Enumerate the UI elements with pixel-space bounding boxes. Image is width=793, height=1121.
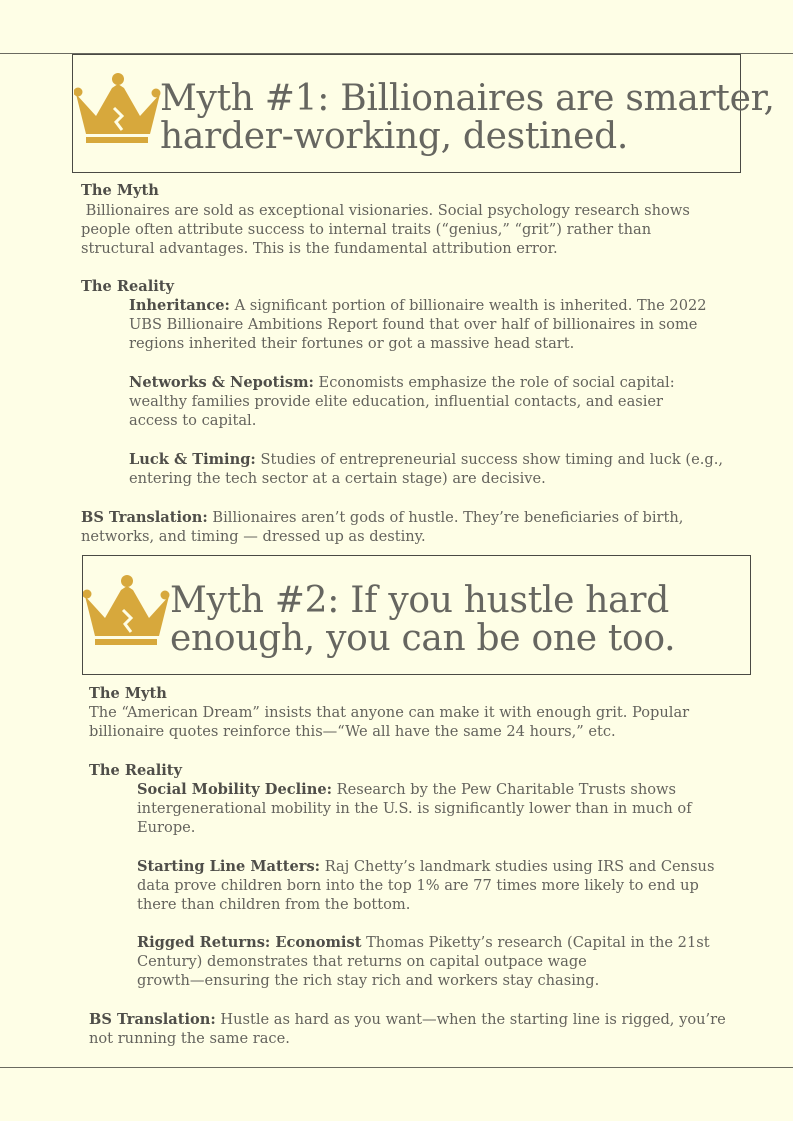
- crown-icon: [83, 574, 171, 646]
- myth-2-point-2-line: there than children from the bottom.: [137, 896, 411, 913]
- myth-2-point-3-line: Century) demonstrates that returns on capital outpace wage: [137, 953, 587, 970]
- myth-2-translation-label: BS Translation:: [89, 1011, 216, 1028]
- myth-2-translation-text: Hustle as hard as you want—when the starting line is rigged, you’re: [215, 1011, 726, 1028]
- myth-2-point-2-line: [137, 857, 714, 876]
- myth-1-point-1-line: regions inherited their fortunes or got a massive head start.: [129, 335, 575, 352]
- myth-2-point-1-line: [137, 780, 676, 799]
- myth-1-point-3-line: [129, 450, 723, 469]
- myth-2-reality-heading: The Reality: [89, 762, 183, 779]
- myth-1-point-1-line: [129, 296, 707, 315]
- myth-1-point-3-line: entering the tech sector at a certain stage) are decisive.: [129, 470, 546, 487]
- myth-1-translation-label: BS Translation:: [81, 509, 208, 526]
- myth-2-point-1-line: intergenerational mobility in the U.S. is significantly lower than in much of: [137, 800, 692, 817]
- myth-2-point-2-label: Starting Line Matters:: [137, 858, 321, 875]
- myth-2-point-2-text: Raj Chetty’s landmark studies using IRS and Census: [320, 858, 715, 875]
- myth-1-reality-heading: The Reality: [81, 278, 175, 295]
- myth-2-title-line-1: Myth #2: If you hustle hard: [170, 580, 669, 621]
- myth-1-point-1-text: A significant portion of billionaire wealth is inherited. The 2022: [229, 297, 707, 314]
- myth-2-point-1-label: Social Mobility Decline:: [137, 781, 333, 798]
- bottom-rule: [0, 1067, 793, 1068]
- myth-1-translation-text: Billionaires aren’t gods of hustle. They’re beneficiaries of birth,: [207, 509, 684, 526]
- myth-1-myth-line: structural advantages. This is the fundamental attribution error.: [81, 240, 558, 257]
- myth-2-point-3-text: Thomas Piketty’s research (Capital in the 21st: [361, 934, 710, 951]
- myth-1-myth-line: people often attribute success to internal traits (“genius,” “grit”) rather than: [81, 221, 652, 238]
- crown-icon: [74, 72, 162, 144]
- myth-1-translation-line: [81, 508, 683, 527]
- myth-2-myth-line: The “American Dream” insists that anyone can make it with enough grit. Popular: [89, 704, 690, 721]
- myth-1-myth-line: Billionaires are sold as exceptional visionaries. Social psychology research shows: [81, 202, 690, 219]
- myth-2-point-1-line: Europe.: [137, 819, 196, 836]
- myth-1-title-line-1: Myth #1: Billionaires are smarter,: [160, 78, 775, 119]
- myth-2-translation-line: not running the same race.: [89, 1030, 290, 1047]
- myth-2-myth-heading: The Myth: [89, 685, 167, 702]
- myth-1-title-line-2: harder-working, destined.: [160, 116, 629, 157]
- myth-1-point-3-text: Studies of entrepreneurial success show timing and luck (e.g.,: [255, 451, 723, 468]
- myth-2-title-line-2: enough, you can be one too.: [170, 618, 676, 659]
- myth-1-myth-heading: The Myth: [81, 182, 159, 199]
- myth-2-point-3-label: Rigged Returns: Economist: [137, 934, 362, 951]
- myth-2-point-3-line: growth—ensuring the rich stay rich and workers stay chasing.: [137, 972, 600, 989]
- myth-1-point-2-line: access to capital.: [129, 412, 257, 429]
- myth-1-point-2-label: Networks & Nepotism:: [129, 374, 314, 391]
- myth-2-translation-line: [89, 1010, 726, 1029]
- myth-1-point-3-label: Luck & Timing:: [129, 451, 256, 468]
- myth-1-translation-line: networks, and timing — dressed up as destiny.: [81, 528, 426, 545]
- myth-1-point-1-label: Inheritance:: [129, 297, 230, 314]
- myth-2-point-2-line: data prove children born into the top 1% are 77 times more likely to end up: [137, 877, 699, 894]
- myth-1-point-1-line: UBS Billionaire Ambitions Report found that over half of billionaires in some: [129, 316, 698, 333]
- myth-2-myth-line: billionaire quotes reinforce this—“We all have the same 24 hours,” etc.: [89, 723, 616, 740]
- myth-1-point-2-line: wealthy families provide elite education, influential contacts, and easier: [129, 393, 664, 410]
- myth-1-point-2-text: Economists emphasize the role of social capital:: [313, 374, 675, 391]
- myth-1-point-2-line: [129, 373, 675, 392]
- myth-2-point-1-text: Research by the Pew Charitable Trusts shows: [332, 781, 676, 798]
- myth-2-point-3-line: [137, 933, 710, 952]
